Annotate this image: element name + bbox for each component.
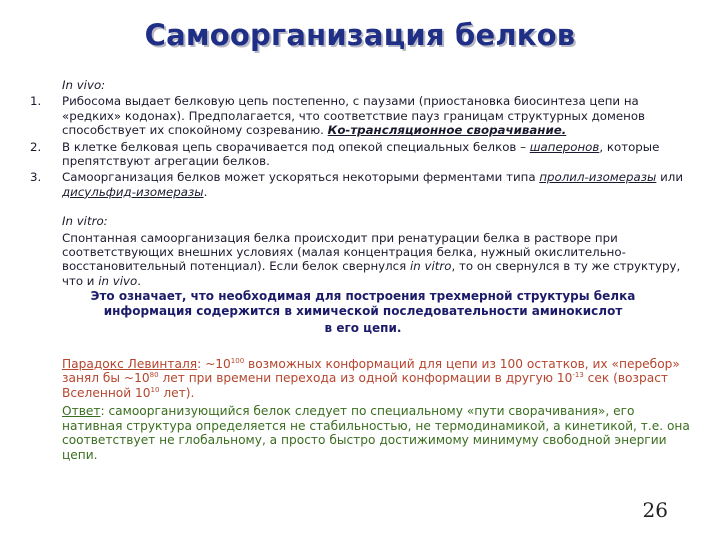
item-number: 3. xyxy=(30,170,42,185)
exponent: 80 xyxy=(149,371,159,380)
paradox-text: возможных конформаций для цепи из 100 остатков, их «перебор» занял бы ~10 xyxy=(62,356,680,386)
in-vitro-text-end: . xyxy=(137,273,141,288)
conclusion-line-2: информация содержится в химической последовательности аминокислот xyxy=(103,303,623,318)
in-vivo-term: in vivo xyxy=(98,273,138,288)
list-item xyxy=(30,94,696,137)
slide-content xyxy=(30,78,696,463)
item-text-middle: или xyxy=(656,170,683,185)
disulfide-isomerase-link[interactable]: дисульфид-изомеразы xyxy=(62,184,204,199)
levinthal-paradox xyxy=(30,357,696,401)
item-number: 1. xyxy=(30,94,42,109)
conclusion-line-1: Это означает, что необходимая для построения трехмерной структуры белка xyxy=(90,289,636,304)
list-item xyxy=(30,140,696,169)
item-text: Рибосома выдает белковую цепь постепенно, с паузами (приостановка биосинтеза цепи на «редких» кодонах). Предполагается, что соответствие пауз границам структурных доменов способствует их спокойному созреванию. xyxy=(62,94,646,138)
paradox-text: лет). xyxy=(159,385,195,400)
slide-title: Самоорганизация белков xyxy=(144,18,576,52)
cotranslational-folding-link[interactable]: Ко-трансляционное сворачивание. xyxy=(327,123,567,138)
list-item xyxy=(30,170,696,199)
paradox-text: сек (возраст Вселенной 10 xyxy=(62,371,669,400)
item-text: Самоорганизация белков может ускоряться некоторыми ферментами типа xyxy=(62,170,540,185)
paradox-text: лет при времени перехода из одной конформации в другую 10 xyxy=(158,371,573,386)
item-text: В клетке белковая цепь сворачивается под опекой специальных белков – xyxy=(62,139,530,154)
item-text-end: . xyxy=(203,184,208,199)
levinthal-paradox-link[interactable]: Парадокс Левинталя xyxy=(62,356,198,371)
answer xyxy=(30,404,696,462)
item-text-end: , которые препятствуют агрегации белков. xyxy=(62,139,660,169)
in-vitro-heading: In vitro: xyxy=(62,214,108,229)
exponent: 10 xyxy=(150,385,160,394)
paradox-text: : ~10 xyxy=(197,356,231,371)
chaperones-link[interactable]: шаперонов xyxy=(529,139,600,154)
answer-link[interactable]: Ответ xyxy=(62,404,101,419)
conclusion-line-3: в его цепи. xyxy=(324,321,402,336)
in-vivo-heading: In vivo: xyxy=(62,78,106,92)
in-vitro-text-2: , то он свернулся в ту же структуру, что и xyxy=(62,259,681,288)
answer-text: : самоорганизующийся белок следует по специальному «пути сворачивания», его нативная структура определяется не стабильностью, не термодинамикой, а кинетикой, т.е. она соответствует не глобальному, а просто быстро достижимому минимуму свободной энергии цепи. xyxy=(62,404,690,463)
exponent: 100 xyxy=(230,356,245,365)
exponent: -13 xyxy=(572,371,584,380)
page-number: 26 xyxy=(642,498,668,522)
in-vitro-text: Спонтанная самоорганизация белка происходит при ренатурации белка в растворе при соответствующих внешних условиях (малая концентрация белка, нужный окислительно-восстановительный потенциал). Если белок свернулся xyxy=(62,230,626,274)
prolyl-isomerase-link[interactable]: пролил-изомеразы xyxy=(539,170,657,185)
conclusion xyxy=(30,289,696,335)
in-vivo-list xyxy=(30,94,696,199)
item-number: 2. xyxy=(30,139,42,154)
in-vitro-paragraph xyxy=(30,231,696,289)
in-vitro-term: in vitro xyxy=(410,259,452,274)
